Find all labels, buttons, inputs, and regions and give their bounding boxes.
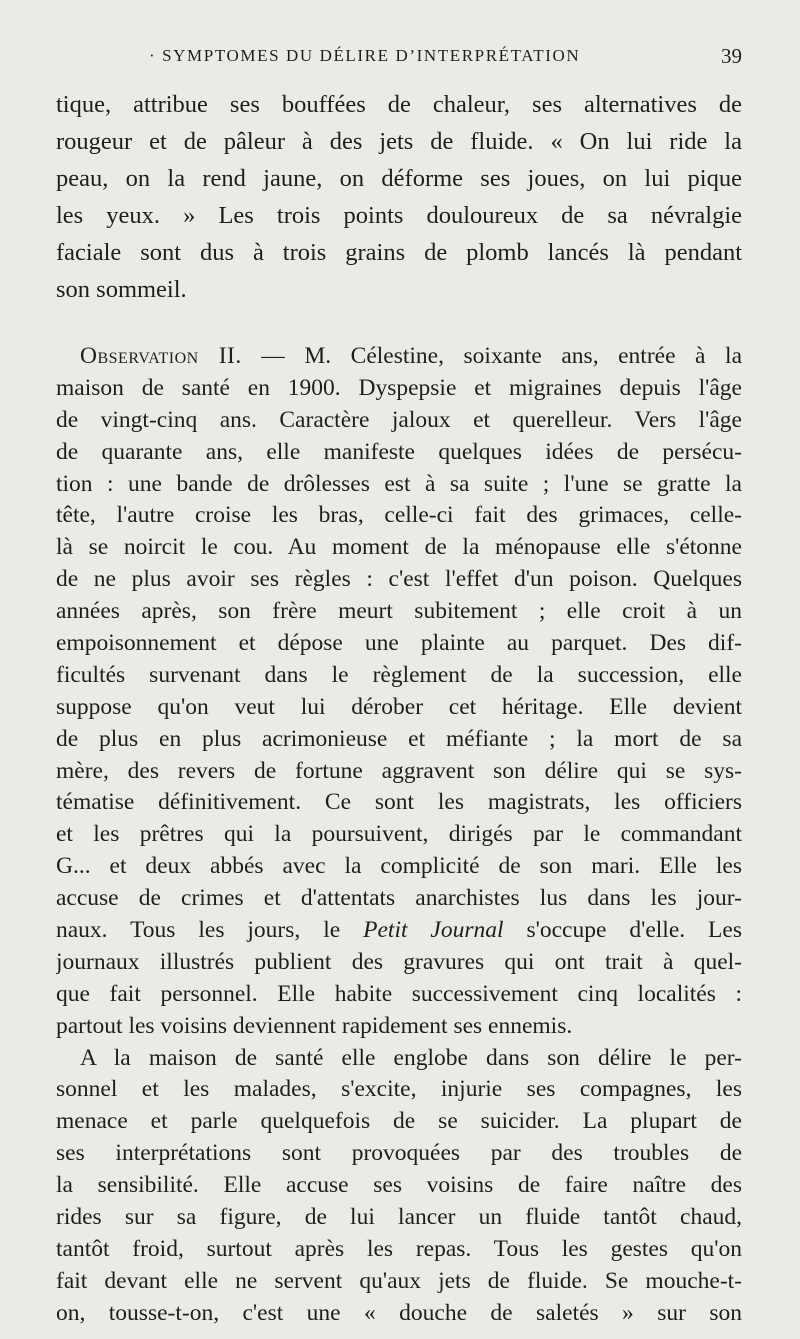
text-line: fait devant elle ne servent qu'aux jets de fluide. Se mouche-t- [56,1267,742,1294]
text-line: A la maison de santé elle englobe dans son délire le per- [80,1044,742,1071]
text-line: et les prêtres qui la poursuivent, dirigés par le commandant [56,821,742,848]
text-line: les yeux. » Les trois points douloureux de sa névralgie [56,202,742,229]
journal-line-after: s'occupe d'elle. Les [503,917,742,944]
text-line: tantôt froid, surtout après les repas. Tous les gestes qu'on [56,1235,742,1262]
text-line: de plus en plus acrimonieuse et méfiante ; la mort de sa [56,725,742,752]
observation-section [56,341,742,1330]
text-line: là se noircit le cou. Au moment de la ménopause elle s'étonne [56,534,742,561]
text-line: rougeur et de pâleur à des jets de fluide. « On lui ride la [56,128,742,155]
text-line: rides sur sa figure, de lui lancer un fluide tantôt chaud, [56,1204,742,1231]
text-line: on, tousse-t-on, c'est une « douche de saletés » sur son [56,1299,742,1326]
text-line: tête, l'autre croise les bras, celle-ci fait des grimaces, celle- [56,502,742,529]
text-line: maison de santé en 1900. Dyspepsie et migraines depuis l'âge [56,374,742,401]
observation-first-line [56,341,742,373]
paragraph-continuation [56,86,742,308]
text-line: faciale sont dus à trois grains de plomb lancés là pendant [56,239,742,266]
text-line: que fait personnel. Elle habite successivement cinq localités : [56,980,742,1007]
text-line: empoisonnement et dépose une plainte au parquet. Des dif- [56,630,742,657]
text-line: sonnel et les malades, s'excite, injurie ses compagnes, les [56,1076,742,1103]
text-line: la sensibilité. Elle accuse ses voisins de faire naître des [56,1172,742,1199]
text-line: suppose qu'on veut lui dérober cet héritage. Elle devient [56,693,742,720]
text-line: ficultés survenant dans le règlement de la succession, elle [56,661,742,688]
journal-title: Petit Journal [363,917,504,944]
text-line: mère, des revers de fortune aggravent son délire qui se sys- [56,757,742,784]
running-title: · SYMPTOMES DU DÉLIRE D’INTERPRÉTATION [149,46,581,65]
page-number: 39 [721,44,742,68]
text-line: partout les voisins deviennent rapidement ses ennemis. [56,1012,573,1039]
observation-heading: Observation II. [80,343,242,369]
text-line-journal [56,915,742,947]
text-line: journaux illustrés publient des gravures qui ont trait à quel- [56,948,742,975]
text-line: peau, on la rend jaune, on déforme ses joues, on lui pique [56,165,742,192]
text-line: menace et parle quelquefois de se suicider. La plupart de [56,1108,742,1135]
text-line: tique, attribue ses bouffées de chaleur, ses alternatives de [56,91,742,118]
text-line: tion : une bande de drôlesses est à sa suite ; l'une se gratte la [56,470,742,497]
text-line: années après, son frère meurt subitement ; elle croit à un [56,598,742,625]
text-line: de vingt-cinq ans. Caractère jaloux et querelleur. Vers l'âge [56,406,742,433]
running-head [54,44,742,74]
text-line: accuse de crimes et d'attentats anarchistes lus dans les jour- [56,885,742,912]
text-line: son sommeil. [56,276,187,303]
text-line: G... et deux abbés avec la complicité de son mari. Elle les [56,853,742,880]
journal-line-before: naux. Tous les jours, le [56,917,364,944]
text-line: tématise définitivement. Ce sont les magistrats, les officiers [56,789,742,816]
text-line: de ne plus avoir ses règles : c'est l'effet d'un poison. Quelques [56,566,742,593]
text-line: de quarante ans, elle manifeste quelques idées de persécu- [56,438,742,465]
text-line: ses interprétations sont provoquées par des troubles de [56,1140,742,1167]
observation-first-line-text: — M. Célestine, soixante ans, entrée à la [241,343,742,369]
